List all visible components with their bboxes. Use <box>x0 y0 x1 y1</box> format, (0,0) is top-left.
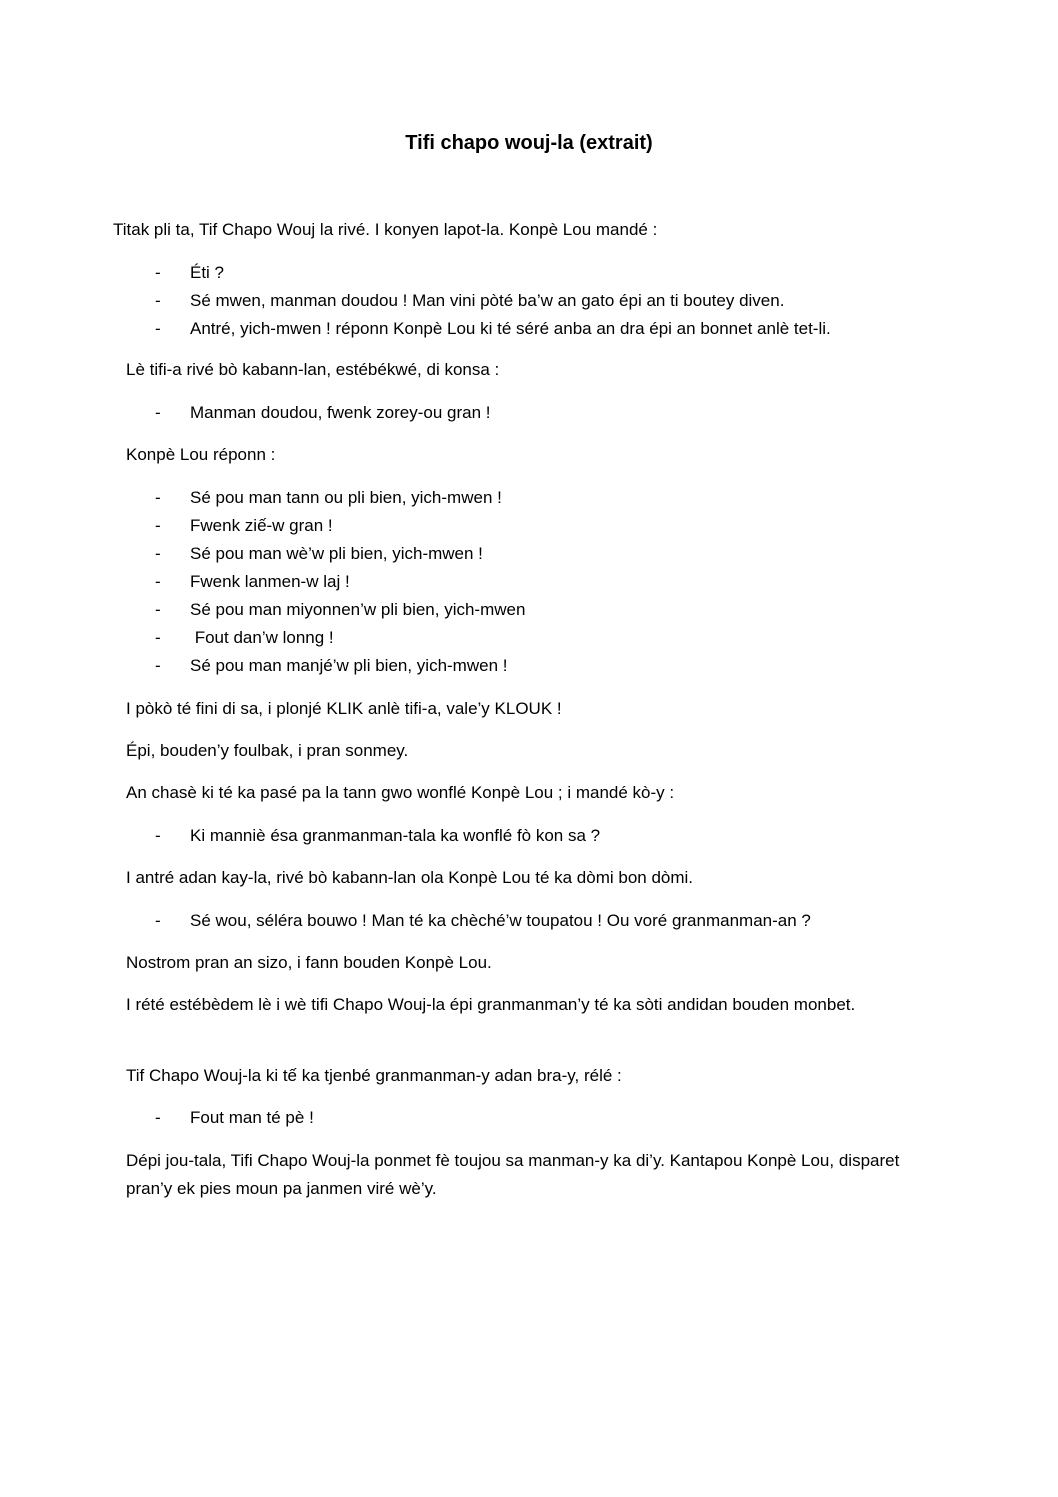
paragraph-5: Épi, bouden’y foulbak, i pran sonmey. <box>126 741 409 760</box>
list-item-text: Sé pou man tann ou pli bien, yich-mwen ! <box>190 488 502 507</box>
bullet-dash: - <box>155 403 161 422</box>
bullet-dash: - <box>155 263 161 282</box>
bullet-dash: - <box>155 600 161 619</box>
bullet-dash: - <box>155 1108 161 1127</box>
bullet-dash: - <box>155 656 161 675</box>
paragraph-8: Nostrom pran an sizo, i fann bouden Konpè Lou. <box>126 953 492 972</box>
paragraph-10: Tif Chapo Wouj-la ki tế ka tjenbé granmanman-y adan bra-y, rélé : <box>126 1066 622 1085</box>
bullet-dash: - <box>155 826 161 845</box>
list-item-text: Fwenk lanmen-w laj ! <box>190 572 350 591</box>
bullet-dash: - <box>155 319 161 338</box>
bullet-dash: - <box>155 628 161 647</box>
list-item-text: Sé pou man wè’w pli bien, yich-mwen ! <box>190 544 483 563</box>
list-item-text: Fout man té pè ! <box>190 1108 314 1127</box>
list-item-text: Sé pou man manjé’w pli bien, yich-mwen ! <box>190 656 508 675</box>
list-item-text: Manman doudou, fwenk zorey-ou gran ! <box>190 403 491 422</box>
list-item-text: Fwenk ziế-w gran ! <box>190 516 333 535</box>
paragraph-6: An chasè ki té ka pasé pa la tann gwo wonflé Konpè Lou ; i mandé kò-y : <box>126 783 675 802</box>
list-item-text: Éti ? <box>190 263 225 282</box>
paragraph-11: Dépi jou-tala, Tifi Chapo Wouj-la ponmet fè toujou sa manman-y ka di’y. Kantapou Konpè Lou, disparet pran’y ek pies moun pa janmen viré wè’y. <box>126 1151 900 1198</box>
bullet-dash: - <box>155 291 161 310</box>
page-title: Tifi chapo wouj-la (extrait) <box>405 132 653 154</box>
bullet-dash: - <box>155 911 161 930</box>
paragraph-4: I pòkò té fini di sa, i plonjé KLIK anlè tifi-a, vale’y KLOUK ! <box>126 699 562 718</box>
list-item-text: Fout dan’w lonng ! <box>190 628 334 647</box>
paragraph-3: Konpè Lou réponn : <box>126 445 276 464</box>
list-item-text: Sé mwen, manman doudou ! Man vini pòté ba’w an gato épi an ti boutey diven. <box>190 291 785 310</box>
paragraph-1: Titak pli ta, Tif Chapo Wouj la rivé. I konyen lapot-la. Konpè Lou mandé : <box>113 220 658 239</box>
bullet-dash: - <box>155 572 161 591</box>
bullet-dash: - <box>155 544 161 563</box>
bullet-dash: - <box>155 488 161 507</box>
paragraph-2: Lè tifi-a rivé bò kabann-lan, estébékwé, di konsa : <box>126 360 500 379</box>
bullet-dash: - <box>155 516 161 535</box>
paragraph-7: I antré adan kay-la, rivé bò kabann-lan ola Konpè Lou té ka dòmi bon dòmi. <box>126 868 694 887</box>
list-item-text: Sé pou man miyonnen’w pli bien, yich-mwen <box>190 600 526 619</box>
list-item-text: Antré, yich-mwen ! réponn Konpè Lou ki té séré anba an dra épi an bonnet anlè tet-li. <box>190 319 831 338</box>
list-item-text: Ki manniè ésa granmanman-tala ka wonflé fò kon sa ? <box>190 826 601 845</box>
paragraph-9: I rété estébèdem lè i wè tifi Chapo Wouj-la épi granmanman’y té ka sòti andidan bouden monbet. <box>126 995 856 1014</box>
list-item-text: Sé wou, séléra bouwo ! Man té ka chèché’w toupatou ! Ou voré granmanman-an ? <box>190 911 811 930</box>
